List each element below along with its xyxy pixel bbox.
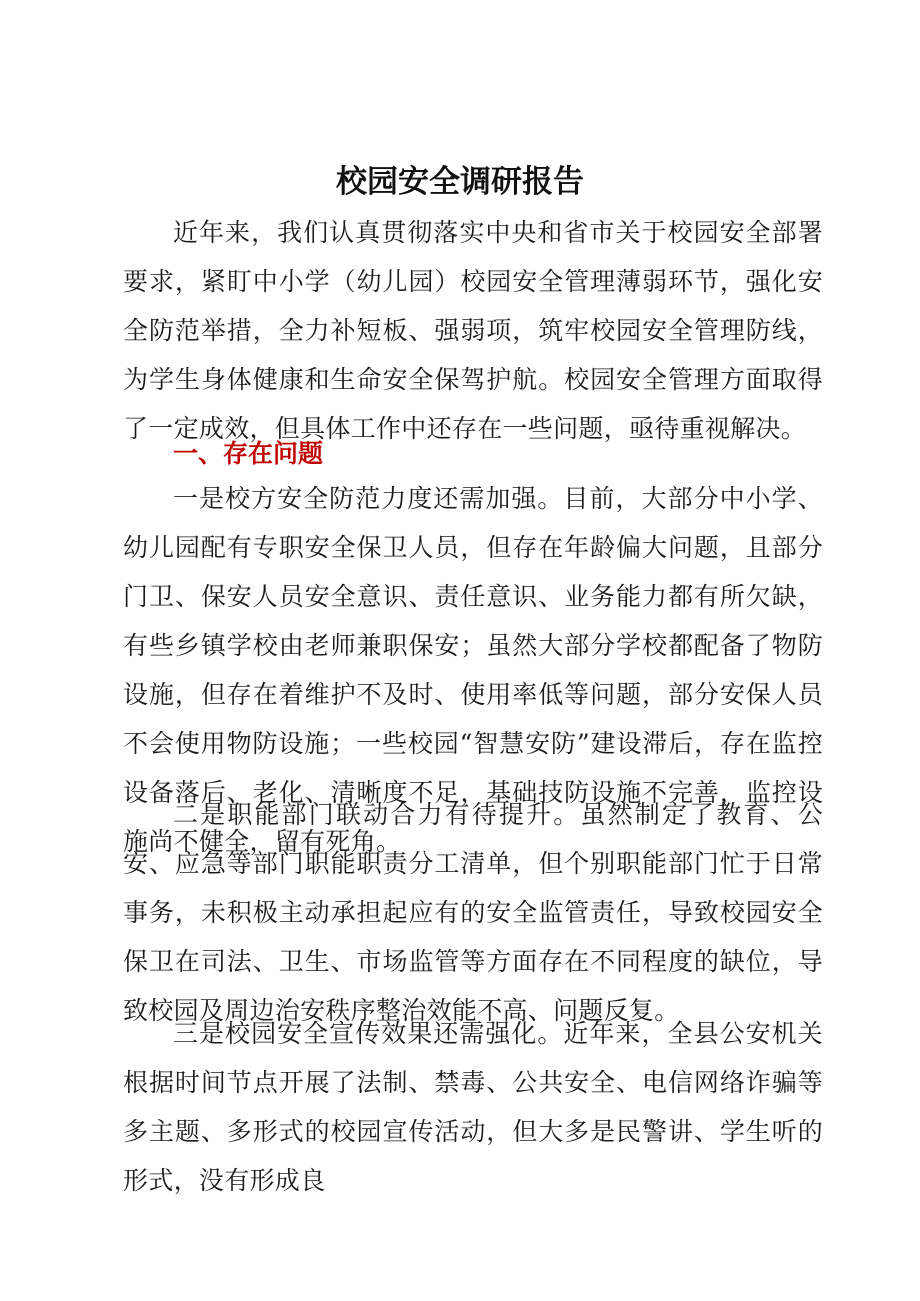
paragraph-department-coordination: 二是职能部门联动合力有待提升。虽然制定了教育、公安、应急等部门职能职责分工清单，但个别职能部门忙于日常事务，未积极主动承担起应有的安全监管责任，导致校园安全保卫在司法、卫生、市场监管等方面存在不同程度的缺位，导致校园及周边治安秩序整治效能不高、问题反复。	[123, 800, 823, 1025]
document-title: 校园安全调研报告	[336, 164, 584, 200]
paragraph-safety-publicity: 三是校园安全宣传效果还需强化。近年来，全县公安机关根据时间节点开展了法制、禁毒、公共安全、电信网络诈骗等多主题、多形式的校园宣传活动，但大多是民警讲、学生听的形式，没有形成良	[123, 1019, 823, 1195]
intro-paragraph: 近年来，我们认真贯彻落实中央和省市关于校园安全部署要求，紧盯中小学（幼儿园）校园安全管理薄弱环节，强化安全防范举措，全力补短板、强弱项，筑牢校园安全管理防线，为学生身体健康和生命安全保驾护航。校园安全管理方面取得了一定成效，但具体工作中还存在一些问题，亟待重视解决。	[123, 218, 823, 443]
paragraph-school-security: 一是校方安全防范力度还需加强。目前，大部分中小学、幼儿园配有专职安全保卫人员，但存在年龄偏大问题，且部分门卫、保安人员安全意识、责任意识、业务能力都有所欠缺，有些乡镇学校由老师兼职保安；虽然大部分学校都配备了物防设施，但存在着维护不及时、使用率低等问题，部分安保人员不会使用物防设施；一些校园“智慧安防”建设滞后，存在监控设备落后、老化、清晰度不足，基础技防设施不完善，监控设施尚不健全，留有死角。	[123, 484, 823, 856]
section-heading-problems: 一、存在问题	[173, 439, 324, 468]
